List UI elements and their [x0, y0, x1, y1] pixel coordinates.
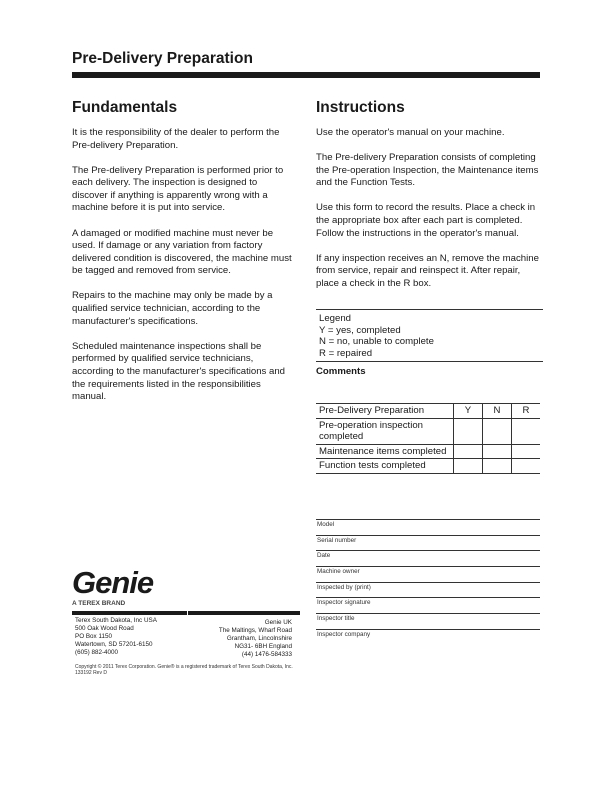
paragraph: Repairs to the machine may only be made by a qualified service technician, according to the manufacturer's specifications.	[72, 290, 273, 327]
legend-box	[316, 309, 543, 362]
checkbox-r[interactable]	[512, 459, 541, 474]
checkbox-r[interactable]	[512, 444, 541, 459]
field-inspector-title[interactable]: Inspector title	[316, 613, 540, 629]
field-serial-number[interactable]: Serial number	[316, 535, 540, 551]
signature-fields	[316, 519, 540, 645]
brand-tagline: A TEREX BRAND	[72, 600, 126, 607]
address-uk	[190, 619, 292, 659]
table-header-row	[316, 404, 540, 419]
checklist-table	[316, 403, 540, 474]
checkbox-n[interactable]	[483, 444, 512, 459]
legend-item: N = no, unable to complete	[319, 336, 434, 347]
checkbox-y[interactable]	[454, 444, 483, 459]
fundamentals-heading: Fundamentals	[72, 99, 178, 116]
field-inspector-signature[interactable]: Inspector signature	[316, 597, 540, 613]
header-cell-y: Y	[454, 404, 483, 419]
field-model[interactable]: Model	[316, 519, 540, 535]
instructions-heading: Instructions	[316, 99, 405, 116]
address-line: (44) 1476-584333	[241, 651, 292, 658]
address-line: Grantham, Lincolnshire	[226, 635, 292, 642]
checkbox-y[interactable]	[454, 418, 483, 444]
table-row	[316, 418, 540, 444]
paragraph: The Pre-delivery Preparation consists of completing the Pre-operation Inspection, the Maintenance items and the Function Tests.	[316, 152, 539, 189]
paragraph: Follow the instructions in the operator's manual.	[316, 227, 519, 239]
paragraph: A damaged or modified machine must never be used. If damage or any variation from factory delivered condition is discovered, the machine must be tagged and removed from service.	[72, 227, 292, 277]
checkbox-n[interactable]	[483, 418, 512, 444]
checkbox-n[interactable]	[483, 459, 512, 474]
field-machine-owner[interactable]: Machine owner	[316, 566, 540, 582]
instructions-section	[316, 127, 542, 303]
paragraph: Scheduled maintenance inspections shall be performed by qualified service technicians, according to the manufacturer's specifications and the requirements listed in the responsibilities manual.	[72, 340, 286, 403]
paragraph: The Pre-delivery Preparation is performed prior to each delivery. The inspection is designed to discover if anything is apparently wrong with a machine before it is put into service.	[72, 164, 284, 214]
row-label: Maintenance items completed	[316, 444, 454, 459]
table-row	[316, 459, 540, 474]
row-label: Function tests completed	[316, 459, 454, 474]
legend-title: Legend	[319, 313, 352, 324]
checkbox-r[interactable]	[512, 418, 541, 444]
comments-label: Comments	[316, 366, 366, 377]
address-line: 500 Oak Wood Road	[75, 625, 134, 632]
row-label: Pre-operation inspection completed	[316, 418, 454, 444]
genie-logo: Genie	[72, 565, 154, 600]
copyright-notice: Copyright © 2011 Terex Corporation. Genie® is a registered trademark of Terex South Dakota, Inc. 133192 Rev D	[75, 664, 293, 677]
address-line: Watertown, SD 57201-6150	[75, 641, 153, 648]
paragraph: If any inspection receives an N, remove the machine from service, repair and reinspect it. After repair, place a check in the R box.	[316, 252, 539, 289]
legend-item: Y = yes, completed	[319, 324, 401, 336]
address-line: NG31- 6BH England	[234, 643, 292, 650]
field-inspector-company[interactable]: Inspector company	[316, 629, 540, 645]
page-title: Pre-Delivery Preparation	[72, 50, 253, 67]
address-line: Genie UK	[264, 619, 292, 626]
header-cell-r: R	[512, 404, 541, 419]
footer-rule	[72, 611, 300, 615]
paragraph: It is the responsibility of the dealer to perform the Pre-delivery Preparation.	[72, 127, 280, 151]
header-cell: Pre-Delivery Preparation	[316, 404, 454, 419]
header-cell-n: N	[483, 404, 512, 419]
address-us	[75, 617, 157, 657]
title-rule	[72, 72, 540, 78]
address-line: (605) 882-4000	[75, 649, 119, 656]
checkbox-y[interactable]	[454, 459, 483, 474]
address-line: Terex South Dakota, Inc USA	[75, 617, 157, 624]
field-date[interactable]: Date	[316, 550, 540, 566]
paragraph: Use the operator's manual on your machine.	[316, 127, 505, 138]
address-line: The Maltings, Wharf Road	[218, 627, 292, 634]
legend-item: R = repaired	[319, 347, 373, 359]
field-inspected-by[interactable]: Inspected by (print)	[316, 582, 540, 598]
fundamentals-section	[72, 127, 294, 416]
address-line: PO Box 1150	[75, 633, 112, 640]
paragraph: Use this form to record the results. Place a check in the appropriate box after each part is completed.	[316, 202, 536, 226]
table-row	[316, 444, 540, 459]
